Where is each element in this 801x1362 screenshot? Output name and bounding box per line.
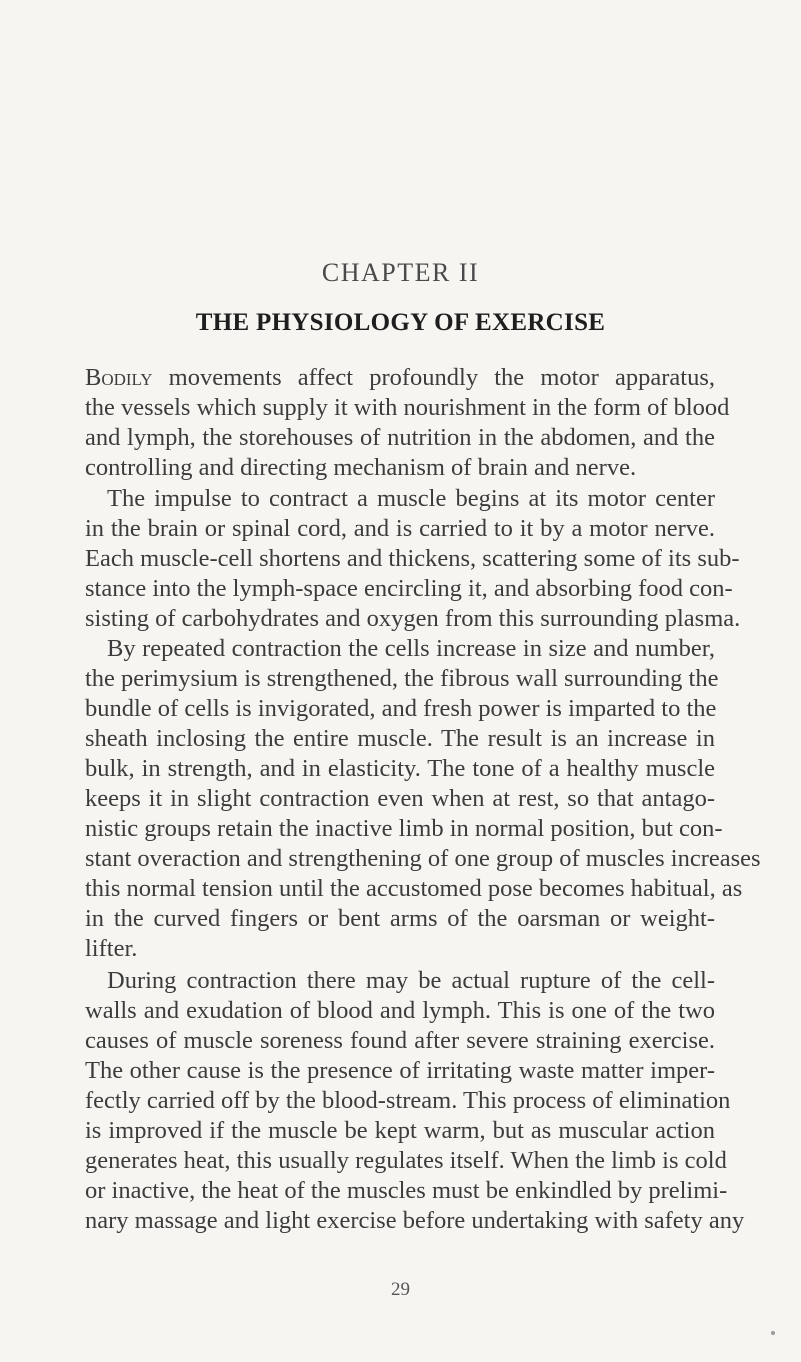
- text-line: generates heat, this usually regulates itself. When the limb is cold: [85, 1147, 727, 1174]
- text-line: or inactive, the heat of the muscles must be enkindled by prelimi-: [85, 1177, 728, 1204]
- text-line: During contraction there may be actual rupture of the cell-: [107, 967, 715, 994]
- text-line: nary massage and light exercise before undertaking with safety any: [85, 1207, 745, 1234]
- text-line: causes of muscle soreness found after severe straining exercise.: [85, 1027, 715, 1054]
- drop-word: Bodily: [85, 364, 153, 391]
- text-line: in the brain or spinal cord, and is carried to it by a motor nerve.: [85, 515, 715, 542]
- text-line: The impulse to contract a muscle begins at its motor center: [107, 485, 715, 512]
- text-line: Each muscle-cell shortens and thickens, scattering some of its sub-: [85, 545, 740, 572]
- text-line: keeps it in slight contraction even when at rest, so that antago-: [85, 785, 715, 812]
- text-line: sheath inclosing the entire muscle. The result is an increase in: [85, 725, 715, 752]
- text-line: and lymph, the storehouses of nutrition in the abdomen, and the: [85, 424, 715, 451]
- text-line: Bodily movements affect profoundly the motor apparatus,: [85, 364, 715, 391]
- text-line: stant overaction and strengthening of one group of muscles increases: [85, 845, 761, 872]
- text-line: controlling and directing mechanism of brain and nerve.: [85, 454, 637, 481]
- text-line: the perimysium is strengthened, the fibrous wall surrounding the: [85, 665, 719, 692]
- chapter-label: CHAPTER II: [321, 258, 480, 287]
- text-line: The other cause is the presence of irritating waste matter imper-: [85, 1057, 715, 1084]
- text-line: the vessels which supply it with nourishment in the form of blood: [85, 394, 730, 421]
- text-line: this normal tension until the accustomed pose becomes habitual, as: [85, 875, 743, 902]
- text-line: By repeated contraction the cells increase in size and number,: [107, 635, 715, 662]
- text-line: fectly carried off by the blood-stream. This process of elimination: [85, 1087, 731, 1114]
- text-line: bulk, in strength, and in elasticity. The tone of a healthy muscle: [85, 755, 715, 782]
- scan-speck: [771, 1331, 775, 1335]
- text-line: in the curved fingers or bent arms of the oarsman or weight-: [85, 905, 715, 932]
- page-number: 29: [391, 1279, 410, 1300]
- text-line: sisting of carbohydrates and oxygen from this surrounding plasma.: [85, 605, 741, 632]
- text-line: is improved if the muscle be kept warm, but as muscular action: [85, 1117, 715, 1144]
- text-line: walls and exudation of blood and lymph. This is one of the two: [85, 997, 715, 1024]
- text-line: stance into the lymph-space encircling it, and absorbing food con-: [85, 575, 733, 602]
- text-line: bundle of cells is invigorated, and fresh power is imparted to the: [85, 695, 717, 722]
- text-line: lifter.: [85, 935, 138, 962]
- chapter-title: THE PHYSIOLOGY OF EXERCISE: [195, 309, 606, 336]
- text-line: nistic groups retain the inactive limb in normal position, but con-: [85, 815, 723, 842]
